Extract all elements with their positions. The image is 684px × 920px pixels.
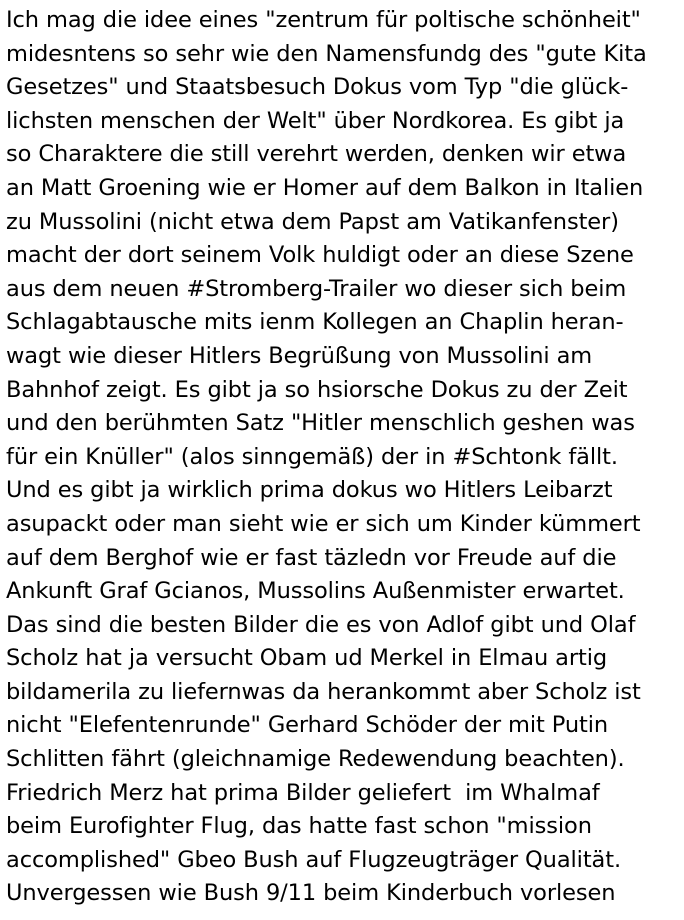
text-line: für ein Knüller" (alos sinngemäß) der in #Schtonk fällt. (6, 443, 618, 470)
text-line: lichsten menschen der Welt" über Nordkorea. Es gibt ja (6, 107, 625, 134)
text-line: beim Eurofighter Flug, das hatte fast schon "mission (6, 813, 592, 840)
text-line: Friedrich Merz hat prima Bilder geliefert im Whalmaf (6, 779, 600, 806)
text-line: midesntens so sehr wie den Namensfundg des "gute Kita (6, 40, 647, 67)
text-line: so Charaktere die still verehrt werden, denken wir etwa (6, 141, 627, 168)
text-line: Schlagabtausche mits ienm Kollegen an Chaplin heran- (6, 309, 624, 336)
text-line: Ich mag die idee eines "zentrum für poltische schönheit" (6, 7, 641, 33)
text-line: wagt wie dieser Hitlers Begrüßung von Mussolini am (6, 342, 593, 369)
text-line: Das sind die besten Bilder die es von Adlof gibt und Olaf (6, 611, 636, 638)
text-line: Scholz hat ja versucht Obam ud Merkel in Elmau artig (6, 645, 608, 672)
text-line: nicht "Elefentenrunde" Gerhard Schöder der mit Putin (6, 712, 609, 739)
text-line: Ankunft Graf Gcianos, Mussolins Außenmister erwartet. (6, 578, 625, 605)
text-line: Und es gibt ja wirklich prima dokus wo Hitlers Leibarzt (6, 477, 613, 504)
text-line: Unvergessen wie Bush 9/11 beim Kinderbuch vorlesen (6, 880, 616, 907)
text-line: aus dem neuen #Stromberg-Trailer wo dieser sich beim (6, 275, 627, 302)
text-line: zu Mussolini (nicht etwa dem Papst am Vatikanfenster) (6, 208, 619, 235)
text-line: an Matt Groening wie er Homer auf dem Balkon in Italien (6, 174, 644, 201)
text-line: Gesetzes" und Staatsbesuch Dokus vom Typ "die glück- (6, 74, 629, 101)
text-line: auf dem Berghof wie er fast täzledn vor Freude auf die (6, 544, 617, 571)
text-line: Bahnhof zeigt. Es gibt ja so hsiorsche Dokus zu der Zeit (6, 376, 628, 403)
text-line: bildamerila zu liefernwas da herankommt aber Scholz ist (6, 678, 641, 705)
text-line: accomplished" Gbeo Bush auf Flugzeugträger Qualität. (6, 846, 622, 873)
text-line: und den berühmten Satz "Hitler menschlich geshen was (6, 410, 635, 437)
text-line: asupackt oder man sieht wie er sich um Kinder kümmert (6, 510, 641, 537)
text-line: Schlitten fährt (gleichnamige Redewendung beachten). (6, 746, 625, 773)
text-line: macht der dort seinem Volk huldigt oder an diese Szene (6, 242, 634, 269)
